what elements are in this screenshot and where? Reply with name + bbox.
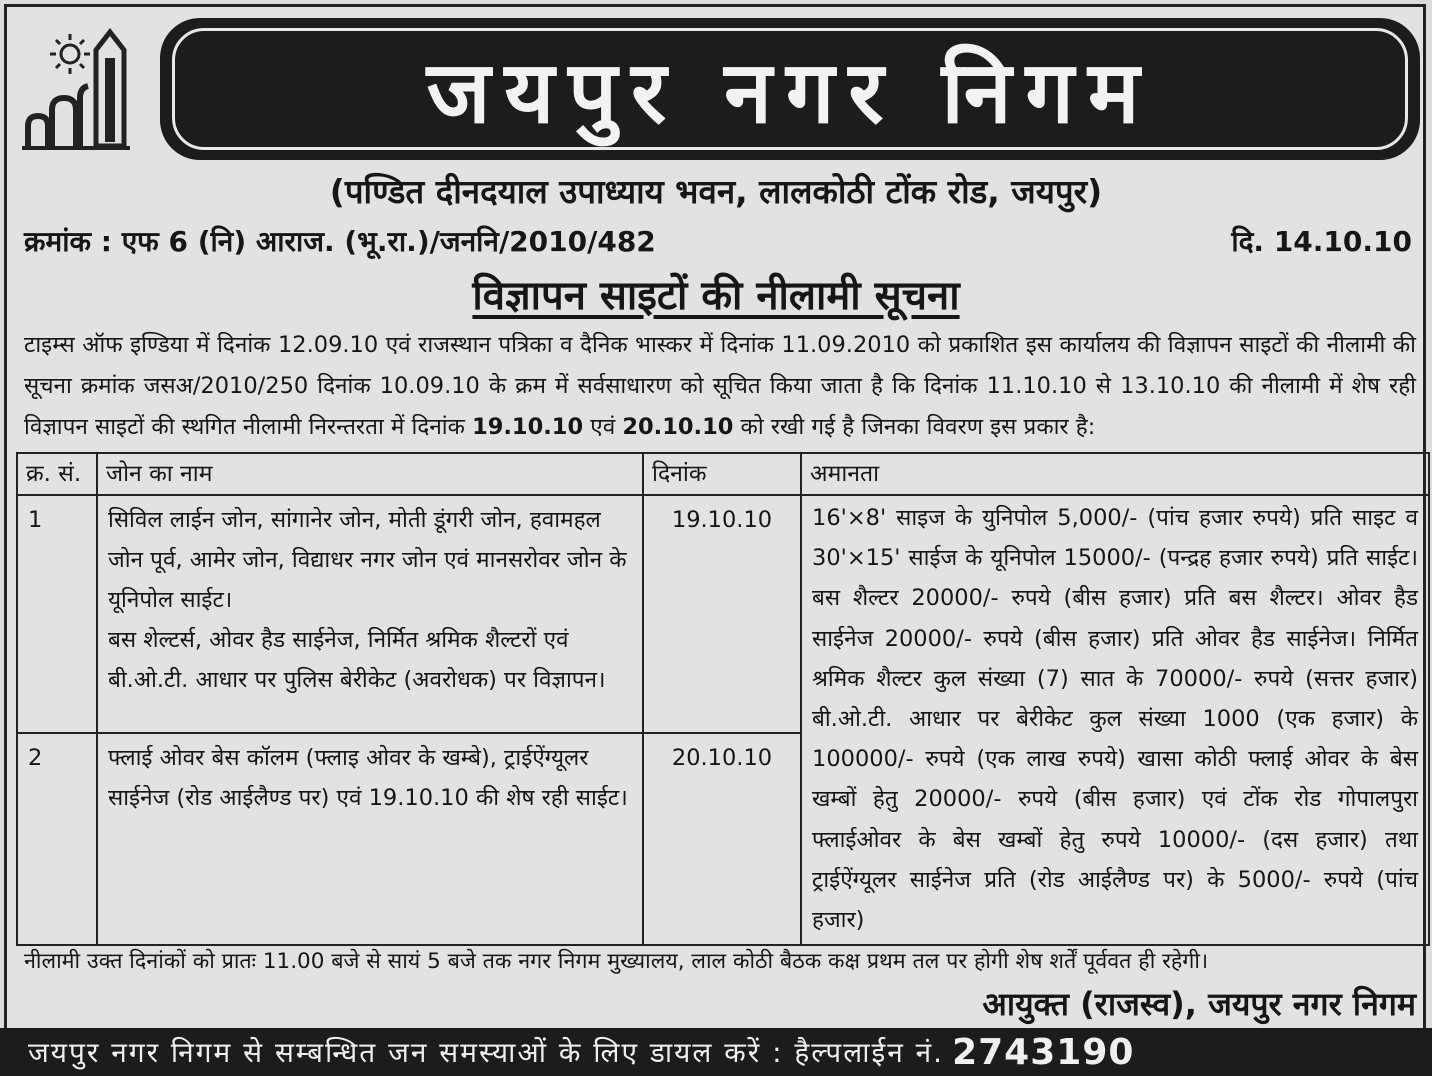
title-banner <box>160 18 1420 160</box>
helpline-bar <box>0 1028 1432 1076</box>
reference-line <box>24 222 1412 260</box>
intro-date-2: 20.10.10 <box>622 414 734 440</box>
intro-text-1: टाइम्स ऑफ इण्डिया में दिनांक 12.09.10 एवं राजस्थान पत्रिका व दैनिक भास्कर में दिनांक 11.09.2010 को प्रकाशित इस कार्यालय की विज्ञापन साइटों की नीलामी की सूचना क्रमांक जसअ/2010/250 दिनांक 10.09.10 के क्रम में सर्वसाधारण को सूचित किया जाता है कि दिनांक 11.10.10 से 13.10.10 की नीलामी में शेष रही विज्ञापन साइटों की स्थगित नीलामी निरन्तरता में दिनांक <box>24 332 1416 440</box>
intro-text-3: को रखी गई है जिनका विवरण इस प्रकार है: <box>733 414 1096 440</box>
header-zone-name: जोन का नाम <box>97 453 643 495</box>
reference-date: दि. 14.10.10 <box>1231 225 1412 258</box>
row-zone-name: फ्लाई ओवर बेस कॉलम (फ्लाइ ओवर के खम्बे), ट्राईऐंग्यूलर साईनेज (रोड आईलैण्ड पर) एवं 19.10.10 की शेष रही साईट। <box>97 733 643 945</box>
intro-date-1: 19.10.10 <box>472 414 584 440</box>
auction-table <box>16 452 1430 946</box>
helpline-text: जयपुर नगर निगम से सम्बन्धित जन समस्याओं के लिए डायल करें : हैल्पलाईन नं. <box>28 1036 945 1069</box>
row-date: 19.10.10 <box>643 495 801 733</box>
row-serial-no: 2 <box>17 733 97 945</box>
row-zone-name <box>97 495 643 733</box>
reference-number: क्रमांक : एफ 6 (नि) आराज. (भू.रा.)/जननि/2010/482 <box>24 225 656 258</box>
signatory: आयुक्त (राजस्व), जयपुर नगर निगम <box>982 985 1416 1023</box>
row-serial-no: 1 <box>17 495 97 733</box>
notice-heading-text: विज्ञापन साइटों की नीलामी सूचना <box>472 273 960 319</box>
header-date: दिनांक <box>643 453 801 495</box>
row-zone-extra-text: बस शेल्टर्स, ओवर हैड साईनेज, निर्मित श्रमिक शैल्टरों एवं बी.ओ.टी. आधार पर पुलिस बेरीकेट (अवरोधक) पर विज्ञापन। <box>108 627 606 693</box>
helpline-number: 2743190 <box>952 1031 1135 1073</box>
intro-text-2: एवं <box>583 414 623 440</box>
table-header-row <box>17 453 1429 495</box>
table-row <box>17 495 1429 733</box>
notice-heading <box>0 266 1432 321</box>
jaipur-nagar-nigam-logo <box>22 28 140 154</box>
header-deposit: अमानता <box>801 453 1429 495</box>
row-date: 20.10.10 <box>643 733 801 945</box>
row-zone-text: सिविल लाईन जोन, सांगानेर जोन, मोती डूंगरी जोन, हवामहल जोन पूर्व, आमेर जोन, विद्याधर नगर जोन एवं मानसरोवर जोन के यूनिपोल साईट। <box>108 507 627 613</box>
office-address: (पण्डित दीनदयाल उपाध्याय भवन, लालकोठी टोंक रोड, जयपुर) <box>329 172 1103 211</box>
deposit-details: 16'×8' साइज के युनिपोल 5,000/- (पांच हजार रुपये) प्रति साइट व 30'×15' साईज के यूनिपोल 15000/- (पन्द्रह हजार रुपये) प्रति साईट। बस शैल्टर 20000/- रुपये (बीस हजार) प्रति बस शैल्टर। ओवर हैड साईनेज 20000/- रुपये (बीस हजार) प्रति ओवर हैड साईनेज। निर्मित श्रमिक शैल्टर कुल संख्या (7) सात के 70000/- रुपये (सत्तर हजार) बी.ओ.टी. आधार पर बेरीकेट कुल संख्या 1000 (एक हजार) के 100000/- रुपये (एक लाख रुपये) खासा कोठी फ्लाई ओवर के बेस खम्बों हेतु 20000/- रुपये (बीस हजार) एवं टोंक रोड गोपालपुरा फ्लाईओवर के बेस खम्बों हेतु रुपये 10000/- (दस हजार) तथा ट्राईऐंग्यूलर साईनेज प्रति (रोड आईलैण्ड पर) के 5000/- रुपये (पांच हजार) <box>801 495 1429 945</box>
auction-timing-note: नीलामी उक्त दिनांकों को प्रातः 11.00 बजे से सायं 5 बजे तक नगर निगम मुख्यालय, लाल कोठी बैठक कक्ष प्रथम तल पर होगी शेष शर्तें पूर्ववत ही रहेगी। <box>24 949 1209 974</box>
title-banner-border <box>172 28 1408 150</box>
intro-paragraph <box>24 325 1416 448</box>
header-serial-no: क्र. सं. <box>17 453 97 495</box>
organization-title: जयपुर नगर निगम <box>426 42 1154 143</box>
